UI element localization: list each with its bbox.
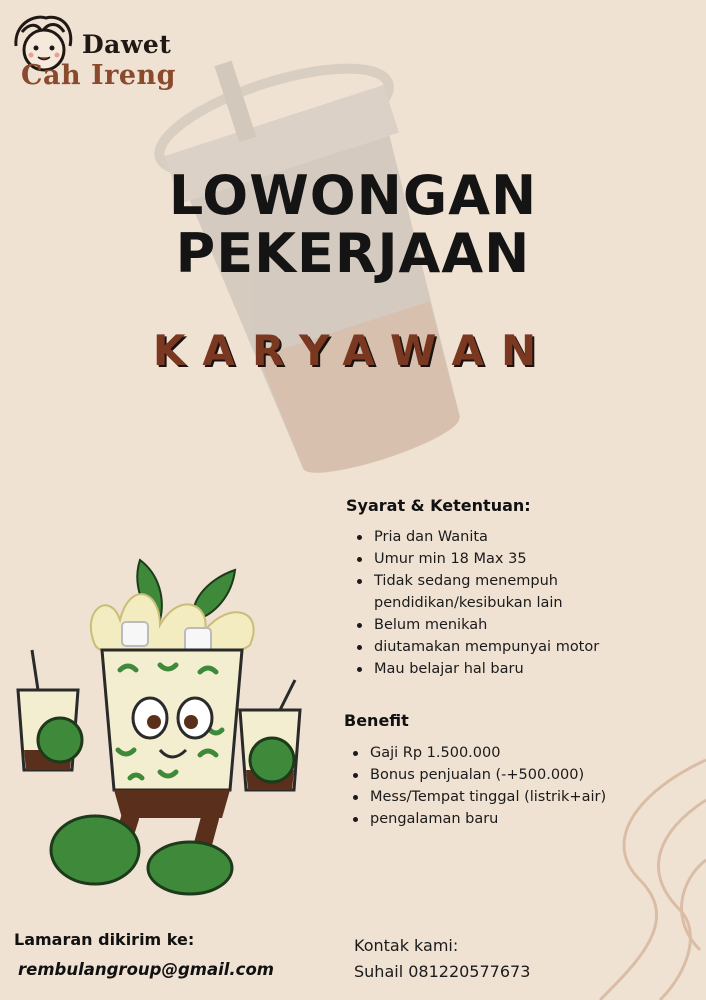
dawet-mascot-illustration [10,550,330,900]
contact-phone[interactable]: Suhail 081220577673 [354,962,531,981]
headline-line1: LOWONGAN [168,164,538,227]
requirements-heading: Syarat & Ketentuan: [346,496,531,515]
application-label: Lamaran dikirim ke: [14,930,195,949]
brand-logo [8,8,188,98]
brand-name-line1: Dawet [82,30,172,59]
list-item: Mess/Tempat tinggal (listrik+air) [350,786,650,808]
list-item: Pria dan Wanita [354,526,654,548]
list-item: Tidak sedang menempuh pendidikan/kesibukan lain [354,570,654,614]
requirements-list [354,526,654,680]
list-item: diutamakan mempunyai motor [354,636,654,658]
list-item: Umur min 18 Max 35 [354,548,654,570]
list-item: Belum menikah [354,614,654,636]
headline-line2: PEKERJAAN [175,222,531,285]
list-item: Bonus penjualan (-+500.000) [350,764,650,786]
position-title: KARYAWAN [152,326,554,375]
benefits-list [350,742,650,830]
list-item: Mau belajar hal baru [354,658,654,680]
list-item: pengalaman baru [350,808,650,830]
list-item: Gaji Rp 1.500.000 [350,742,650,764]
benefits-heading: Benefit [344,711,409,730]
application-email[interactable]: rembulangroup@gmail.com [18,960,274,979]
brand-name-line2: Cah Ireng [21,60,177,91]
contact-label: Kontak kami: [354,936,459,955]
